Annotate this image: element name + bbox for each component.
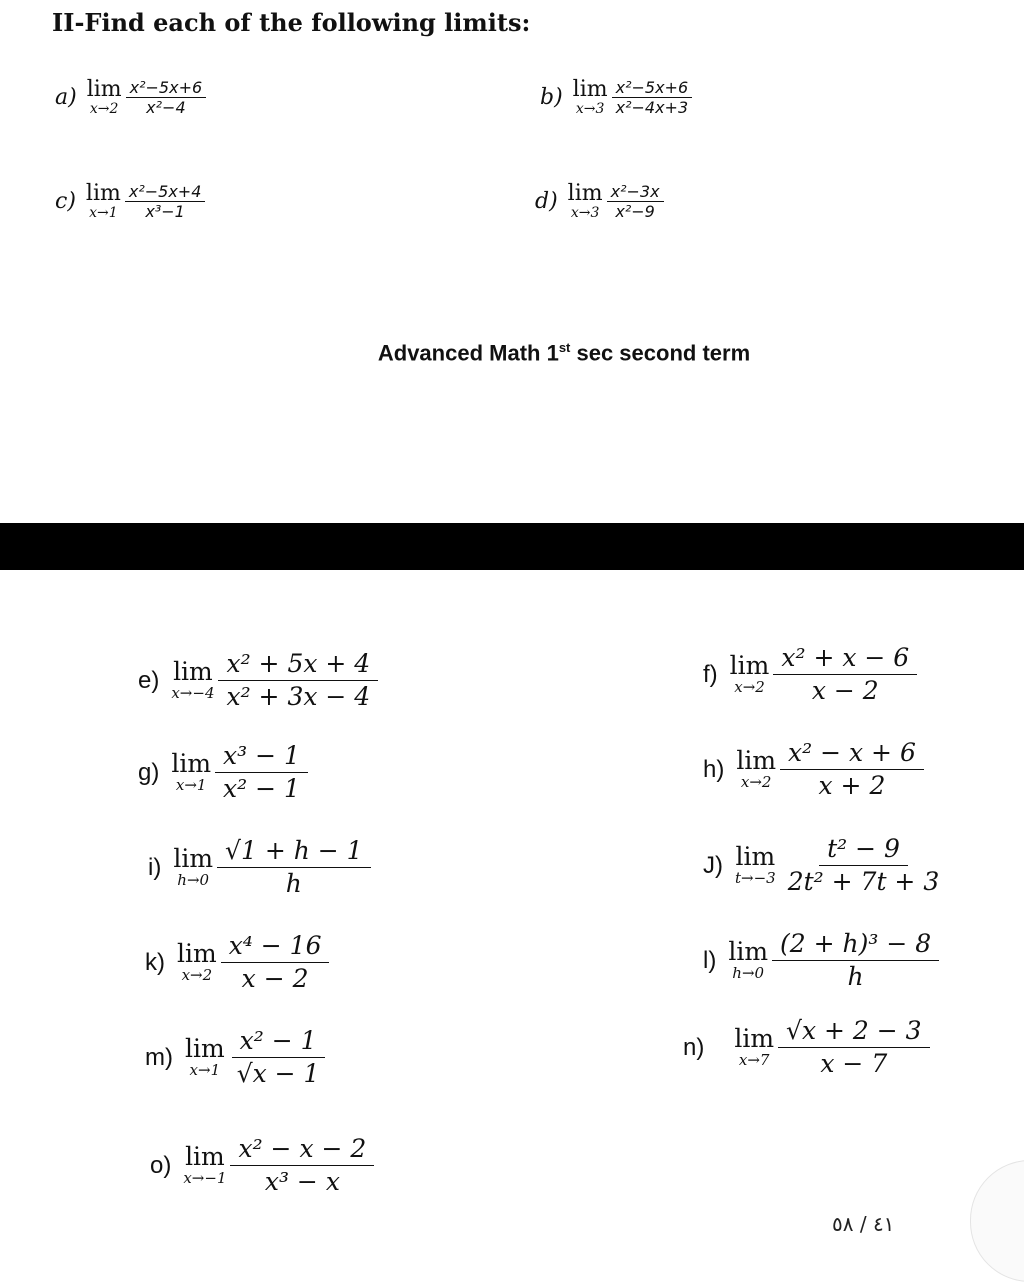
denominator: x − 2 <box>811 676 879 705</box>
denominator: h <box>285 869 302 898</box>
problem-i <box>148 835 371 900</box>
denominator: 2t² + 7t + 3 <box>787 867 940 896</box>
limit-operator: lim x→1 <box>184 1034 225 1080</box>
problem-c <box>55 182 205 221</box>
numerator: x² + 5x + 4 <box>218 648 378 681</box>
fraction <box>607 182 664 221</box>
problem-b <box>540 78 692 117</box>
limit-operator: lim h→0 <box>173 844 214 890</box>
denominator: x − 7 <box>820 1049 888 1078</box>
denominator: x² − 1 <box>223 774 300 803</box>
problem-label: n) <box>683 1033 705 1061</box>
problem-f <box>703 642 917 707</box>
limit-operator: lim x→3 <box>572 77 608 117</box>
limit-operator: lim x→1 <box>85 181 121 221</box>
floating-scroll-button[interactable] <box>970 1160 1024 1282</box>
numerator: x²−5x+6 <box>612 78 693 98</box>
problem-label: e) <box>138 666 160 694</box>
fraction <box>778 1015 930 1080</box>
problem-label: i) <box>148 853 162 881</box>
problem-j <box>703 833 947 898</box>
limit-operator: lim x→2 <box>736 746 777 792</box>
problem-l <box>703 928 939 993</box>
numerator: x⁴ − 16 <box>221 930 330 963</box>
page-indicator: ٤١ / ٥٨ <box>832 1212 895 1236</box>
problem-label: f) <box>703 660 718 688</box>
limit-operator: lim x→2 <box>177 939 217 985</box>
problem-d <box>535 182 664 221</box>
limit-operator: lim x→3 <box>567 181 603 221</box>
problem-label: k) <box>145 948 165 976</box>
denominator: √x − 1 <box>236 1059 320 1088</box>
exercise-heading: II-Find each of the following limits: <box>52 8 531 37</box>
denominator: x + 2 <box>818 771 886 800</box>
numerator: √1 + h − 1 <box>217 835 371 868</box>
numerator: √x + 2 − 3 <box>778 1015 930 1048</box>
fraction <box>772 928 939 993</box>
problem-label: o) <box>150 1151 172 1179</box>
denominator: x²−4 <box>146 98 186 118</box>
fraction <box>217 835 371 900</box>
numerator: x² − x + 6 <box>780 737 924 770</box>
denominator: x²−4x+3 <box>615 98 689 118</box>
numerator: x²−3x <box>607 182 664 202</box>
problem-label: a) <box>55 85 77 111</box>
numerator: x³ − 1 <box>215 740 308 773</box>
limit-operator: lim x→2 <box>729 651 770 697</box>
fraction <box>612 78 693 117</box>
problem-label: l) <box>703 946 717 974</box>
fraction <box>215 740 308 805</box>
limit-operator: lim x→−4 <box>171 657 215 703</box>
problem-m <box>145 1025 327 1090</box>
denominator: x − 2 <box>241 964 309 993</box>
fraction <box>780 737 924 802</box>
problem-n <box>683 1015 930 1080</box>
problem-label: m) <box>145 1043 173 1071</box>
problem-label: c) <box>55 189 76 215</box>
limit-operator: lim h→0 <box>728 937 769 983</box>
limit-operator: lim x→2 <box>86 77 122 117</box>
problem-label: g) <box>138 758 160 786</box>
numerator: (2 + h)³ − 8 <box>772 928 939 961</box>
fraction <box>229 1025 328 1090</box>
problem-g <box>138 740 308 805</box>
problem-e <box>138 648 378 713</box>
numerator: x² − x − 2 <box>230 1133 374 1166</box>
problem-k <box>145 930 329 995</box>
problem-label: b) <box>540 85 563 111</box>
numerator: x² − 1 <box>232 1025 325 1058</box>
fraction <box>218 648 378 713</box>
numerator: x² + x − 6 <box>773 642 917 675</box>
limit-operator: lim x→7 <box>734 1024 775 1070</box>
denominator: h <box>847 962 864 991</box>
fraction <box>126 78 207 117</box>
fraction <box>780 833 948 898</box>
denominator: x² + 3x − 4 <box>226 682 371 711</box>
limit-operator: lim t→−3 <box>735 842 776 888</box>
numerator: t² − 9 <box>819 833 908 866</box>
problem-o <box>150 1133 374 1198</box>
problem-a <box>55 78 206 117</box>
denominator: x³−1 <box>145 202 185 222</box>
denominator: x³ − x <box>264 1167 340 1196</box>
limit-operator: lim x→−1 <box>183 1142 227 1188</box>
fraction <box>221 930 330 995</box>
page-divider-bar <box>0 523 1024 570</box>
limit-operator: lim x→1 <box>171 749 212 795</box>
denominator: x²−9 <box>615 202 655 222</box>
fraction <box>773 642 917 707</box>
problem-h <box>703 737 924 802</box>
numerator: x²−5x+4 <box>125 182 206 202</box>
problem-label: h) <box>703 755 725 783</box>
problem-label: J) <box>703 851 723 879</box>
fraction <box>125 182 206 221</box>
course-subtitle: Advanced Math 1st sec second term <box>377 340 751 366</box>
fraction <box>230 1133 374 1198</box>
numerator: x²−5x+6 <box>126 78 207 98</box>
problem-label: d) <box>535 189 558 215</box>
